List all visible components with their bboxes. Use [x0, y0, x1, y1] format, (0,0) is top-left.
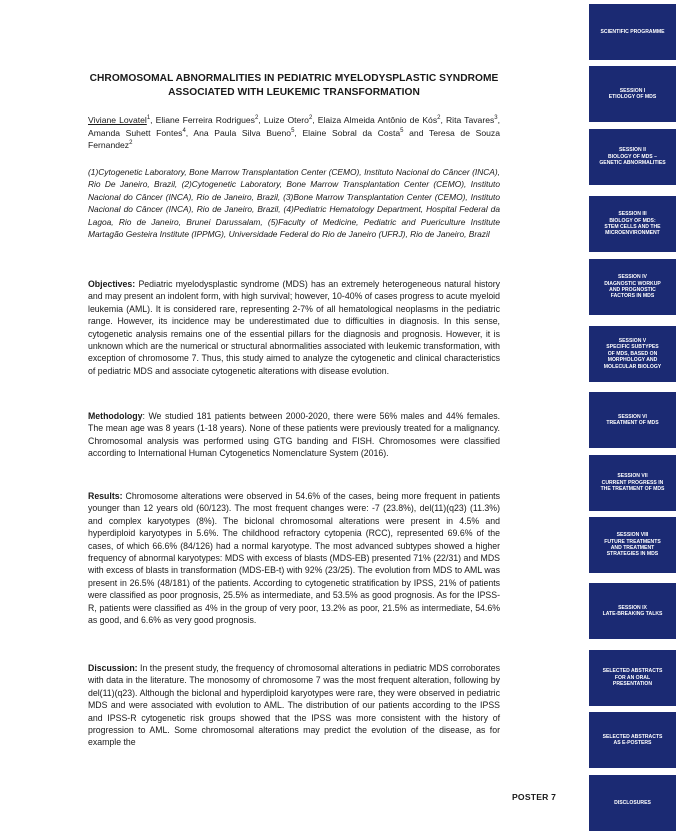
sidebar-tab-label	[603, 605, 663, 618]
sidebar-tab-line: SESSION IX	[618, 604, 647, 611]
author-separator: ,	[185, 127, 194, 138]
sidebar-tab-line: OF MDS, BASED ON	[607, 350, 658, 357]
sidebar-tab-12[interactable]	[589, 712, 676, 768]
sidebar-tab-line: CURRENT PROGRESS IN	[601, 479, 664, 486]
author-affiliation-number: 2	[437, 115, 441, 122]
sidebar-tab-4[interactable]	[589, 196, 676, 252]
methodology-section	[88, 410, 500, 460]
author-affiliation-number: 5	[291, 127, 295, 134]
sidebar-tab-line: PRESENTATION	[612, 681, 653, 688]
author-separator: ,	[294, 127, 303, 138]
author-separator: ,	[150, 115, 156, 125]
sidebar-tab-10[interactable]	[589, 583, 676, 639]
author-affiliation-number: 3	[494, 115, 498, 122]
sidebar-tab-line: SESSION V	[618, 337, 647, 344]
sidebar-tab-7[interactable]	[589, 392, 676, 448]
sidebar-tab-line: STRATEGIES IN MDS	[606, 551, 659, 558]
author-separator: ,	[497, 115, 501, 125]
author-affiliation-number: 5	[400, 127, 404, 134]
sidebar-tab-line: FOR AN ORAL	[614, 674, 651, 681]
sidebar-tab-line: AS E-POSTERS	[613, 740, 652, 746]
methodology-heading: Methodology	[88, 411, 143, 421]
sidebar-tab-label	[601, 29, 665, 35]
author-separator: ,	[440, 115, 446, 125]
abstract-title: CHROMOSOMAL ABNORMALITIES IN PEDIATRIC MYELODYSPLASTIC SYNDROME ASSOCIATED WITH LEUKEMIC TRANSFORMATION	[89, 73, 499, 98]
sidebar-tab-line: STEM CELLS AND THE	[604, 224, 661, 230]
results-heading: Results:	[88, 491, 123, 501]
sidebar-tab-line: SELECTED ABSTRACTS	[602, 733, 663, 740]
sidebar-tab-line: DISCLOSURES	[614, 799, 651, 806]
sidebar-tab-label	[606, 414, 658, 427]
sidebar-tab-label	[604, 211, 660, 237]
sidebar-tab-line: SESSION VII	[617, 473, 648, 480]
sidebar-tab-line: BIOLOGY OF MDS:	[609, 217, 656, 224]
author-separator: ,	[312, 115, 318, 125]
sidebar-tab-line: SESSION III	[618, 211, 647, 218]
sidebar-tab-2[interactable]	[589, 66, 676, 122]
discussion-heading: Discussion:	[88, 663, 138, 673]
sidebar-tab-8[interactable]	[589, 455, 676, 511]
sidebar-tab-line: BIOLOGY OF MDS –	[608, 153, 657, 160]
sidebar-tab-line: AND TREATMENT	[610, 545, 655, 551]
author-name: Amanda Suhett Fontes	[88, 127, 183, 138]
discussion-section	[88, 662, 500, 749]
sidebar-tab-line: SESSION VIII	[616, 532, 649, 539]
author-name: Luize Otero	[263, 115, 309, 125]
sidebar-tab-line: SESSION IV	[618, 274, 647, 281]
poster-label: POSTER 7	[512, 792, 557, 802]
sidebar-tab-line: THE TREATMENT OF MDS	[600, 486, 665, 493]
affiliations: (1)Cytogenetic Laboratory, Bone Marrow Transplantation Center (CEMO), Instituto Nacional do Câncer (INCA), Rio De Janeiro, Brazil, (2)Cytogenetic Laboratory, Bone Marrow Transplantation Center (CEMO), Instituto Nacional do Câncer (INCA), Rio de Janeiro, Brazil, (3)Bone Marrow Transplantation Center (CEMO), Instituto Nacional do Câncer (INCA), Rio de Janeiro, Brazil, (4)Pediatric Hematology Department, Hospital Federal da Lagoa, Rio de Janeiro, Brunei Darussalam, (5)Faculty of Medicine, Pediatric and Puericulture Institute Martagão Gesteira Institute (IPPMG), Universidade Federal do Rio de Janeiro (UFRJ), Rio de Janeiro, Brazil	[88, 167, 500, 240]
author-name: Elaiza Almeida Antônio de Kós	[317, 115, 438, 125]
sidebar-tab-line: GENETIC ABNORMALITIES	[599, 160, 666, 167]
sidebar-tab-3[interactable]	[589, 129, 676, 185]
sidebar-tab-label	[604, 338, 661, 370]
author-affiliation-number: 4	[182, 127, 186, 134]
author-separator: ,	[258, 115, 264, 125]
sidebar-tab-label	[599, 147, 665, 166]
author-affiliation-number: 2	[254, 115, 259, 122]
sidebar-tab-line: SESSION II	[619, 147, 646, 154]
sidebar-tab-line: MORPHOLOGY AND	[607, 357, 658, 364]
sidebar-tab-line: TREATMENT OF MDS	[606, 420, 659, 426]
sidebar-tab-label	[603, 668, 663, 687]
sidebar-tab-line: SPECIFIC SUBTYPES	[606, 344, 659, 351]
author-separator: and	[403, 127, 429, 138]
sidebar-tab-5[interactable]	[589, 259, 676, 315]
sidebar-tab-9[interactable]	[589, 517, 676, 573]
sidebar-tab-label	[614, 800, 651, 806]
sidebar-nav	[589, 0, 676, 832]
author-list	[88, 114, 500, 152]
sidebar-tab-13[interactable]	[589, 775, 676, 831]
sidebar-tab-line: SELECTED ABSTRACTS	[602, 668, 663, 675]
sidebar-tab-label	[604, 532, 661, 558]
sidebar-tab-label	[604, 274, 661, 300]
sidebar-tab-line: SESSION VI	[618, 413, 647, 420]
sidebar-tab-line: MOLECULAR BIOLOGY	[603, 363, 662, 370]
sidebar-tab-line: AND PROGNOSTIC	[609, 287, 656, 293]
objectives-text: Pediatric myelodysplastic syndrome (MDS) has an extremely heterogeneous natural history and may present an indolent form, with high survival; however, 10-40% of cases progress to acute myeloid leukemia (AML). It is considered rare, representing 2-7% of all hematological neoplasms in the pediatric range. However, its incidence may be underestimated due to difficulties in diagnosis. In this sense, cytogenetic analysis remains one of the essential pillars for the diagnosis and prognosis. However, it is unknown which are the numerical or structural abnormalities associated with leukemic transformation, with exception of chromosome 7. Thus, this study aimed to analyze the cytogenetic and clinical characteristics of pediatric MDS and associate cytogenetic alterations with disease evolution.	[88, 279, 500, 376]
author-name: Eliane Ferreira Rodrigues	[155, 115, 255, 125]
sidebar-tab-line: MICROENVIRONMENT	[605, 230, 660, 237]
sidebar-tab-line: LATE-BREAKING TALKS	[602, 611, 663, 617]
author-name: Teresa de Souza Fernandez	[88, 127, 501, 150]
sidebar-tab-label	[603, 734, 663, 747]
author-name: Elaine Sobral da Costa	[302, 127, 401, 138]
author-affiliation-number: 1	[146, 115, 151, 122]
discussion-text: In the present study, the frequency of chromosomal alterations in pediatric MDS corroborates with data in the literature. The monosomy of chromosome 7 was the most frequent alteration, following by del(11)(q23). Although the biclonal and hyperdiploid karyotypes were rare, they were observed in pediatric MDS and were associated with evolution to AML. The distribution of our patients according to the IPSS and IPSS-R cytogenetic risk groups showed that the IPSS was more consistent with the history of progression to AML. Some chromosomal alterations may predict the evolution of the disease, as for example the	[88, 663, 500, 748]
methodology-text: : We studied 181 patients between 2000-2020, there were 56% males and 44% females. The mean age was 8 years (1-18 years). None of these patients were previously treated for a malignancy. Chromosomal analysis was performed using GTG banding and FISH. Chromosomes were classified according to International Human Cytogenetics Nomenclature System (2016).	[88, 411, 500, 459]
sidebar-tab-6[interactable]	[589, 326, 676, 382]
sidebar-tab-label	[609, 88, 656, 101]
sidebar-tab-label	[601, 473, 665, 492]
objectives-heading: Objectives:	[88, 279, 136, 289]
sidebar-tab-line: SESSION I	[619, 87, 646, 94]
sidebar-tab-line: ETIOLOGY OF MDS	[608, 94, 657, 100]
sidebar-tab-line: SCIENTIFIC PROGRAMME	[600, 28, 665, 35]
author-affiliation-number: 2	[308, 115, 313, 122]
sidebar-tab-11[interactable]	[589, 650, 676, 706]
results-section	[88, 490, 500, 626]
results-text: Chromosome alterations were observed in 54.6% of the cases, being more frequent in patients younger than 12 years old (60/123). The most frequent changes were: -7 (23.8%), del(11)(q23) (11.3%) and complex karyotypes (8%). The biclonal chromosomal alterations were present in 4.5% and hyperdiploid karyotypes in 5.6%. The childhood refractory cytopenia (RCC), represented 69.6% of the cases, of which 66.6% (84/126) had a normal karyotype. The most advanced subtypes showed a higher frequency of abnormal karyotypes: MDS with excess of blasts (MDS-EB) presented 71% (22/31) and MDS with excess of blasts in transformation (MDS-EB-t) with 92% (23/25). The evolution from MDS to AML was present in 26.5% (48/181) of the patients. According to cytogenetic stratification by IPSS, 21% of patients were classified as poor prognosis, 25.5% as intermediate, and 53.5% as good prognosis. As for the IPSS-R, patients were classified as 4% in the group of very poor, 13.2% as poor, 21.5% as intermediate, 54.6% as good, and 6.6% as very good prognosis.	[88, 491, 500, 626]
author-name: Rita Tavares	[445, 115, 495, 125]
author-name: Ana Paula Silva Bueno	[193, 127, 292, 138]
sidebar-tab-line: FACTORS IN MDS	[610, 293, 655, 300]
sidebar-tab-line: DIAGNOSTIC WORKUP	[604, 280, 661, 287]
author-affiliation-number: 2	[129, 140, 133, 147]
sidebar-tab-line: FUTURE TREATMENTS	[604, 538, 661, 545]
sidebar-tab-1[interactable]	[589, 4, 676, 60]
objectives-section	[88, 278, 500, 377]
author-name: Viviane Lovatel	[88, 115, 147, 125]
